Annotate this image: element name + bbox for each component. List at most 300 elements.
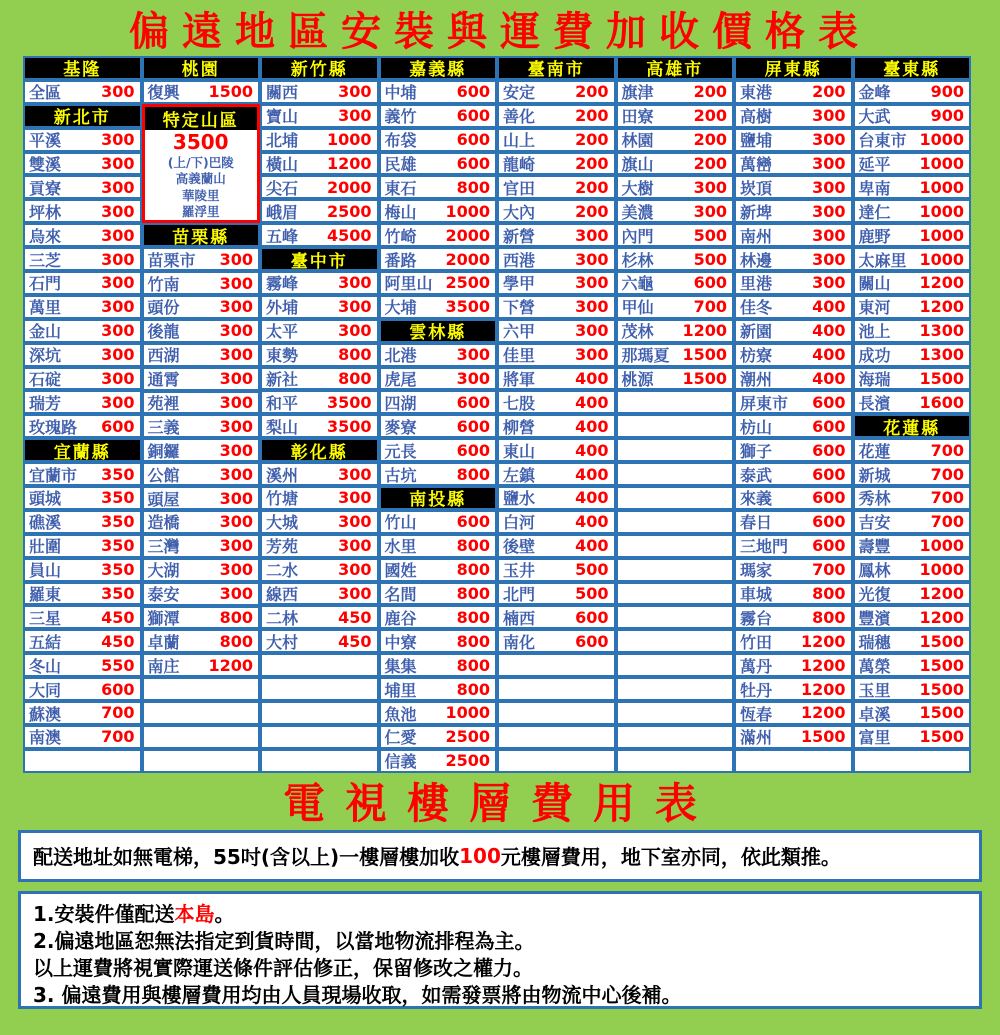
area-row: [616, 199, 735, 223]
area-row: [497, 558, 616, 582]
area-price: 400: [575, 369, 609, 389]
area-price: 350: [101, 488, 135, 508]
area-row: [142, 343, 261, 367]
area-name: 卓溪: [858, 704, 891, 724]
county-column-3: [260, 56, 379, 773]
area-name: 旗津: [621, 83, 654, 103]
special-zone-header: 特定山區: [145, 107, 258, 130]
area-price: 1500: [919, 727, 964, 747]
area-row: [379, 104, 498, 128]
area-name: 太平: [266, 322, 299, 342]
area-name: 光復: [858, 585, 891, 605]
area-row: [23, 80, 142, 104]
area-name: 桃源: [621, 370, 654, 390]
area-row: [142, 438, 261, 462]
area-price: 450: [101, 631, 135, 651]
area-row: [142, 80, 261, 104]
empty-row: [23, 749, 142, 773]
area-name: 竹塘: [266, 489, 299, 509]
area-row: [497, 104, 616, 128]
area-row: [23, 629, 142, 653]
area-row: [734, 175, 853, 199]
area-name: 後龍: [147, 322, 180, 342]
area-name: 新城: [858, 465, 891, 485]
area-name: 泰安: [147, 585, 180, 605]
area-name: 霧峰: [266, 274, 299, 294]
area-price: 2500: [445, 751, 490, 771]
area-price: 3500: [326, 416, 372, 436]
area-price: 1000: [919, 225, 964, 245]
area-name: 深坑: [29, 346, 62, 366]
area-price: 2000: [326, 177, 372, 197]
area-price: 600: [456, 440, 490, 460]
area-price: 300: [101, 177, 135, 197]
area-price: 2000: [445, 225, 490, 245]
area-row: [260, 390, 379, 414]
area-price: 350: [101, 560, 135, 580]
empty-row: [853, 749, 972, 773]
floor-fee-title: 電視樓層費用表: [282, 778, 717, 828]
area-price: 700: [812, 560, 846, 580]
area-price: 600: [575, 631, 609, 651]
area-row: [142, 486, 261, 510]
area-row: [497, 510, 616, 534]
area-row: [260, 367, 379, 391]
area-name: 中埔: [384, 83, 417, 103]
price-table: [23, 56, 971, 773]
area-name: 西湖: [147, 346, 180, 366]
area-price: 300: [101, 297, 135, 317]
area-row: [853, 534, 972, 558]
area-row: [260, 343, 379, 367]
area-row: [853, 629, 972, 653]
area-price: 1200: [919, 273, 964, 293]
county-header: 屏東縣: [734, 56, 853, 80]
area-name: 元長: [384, 441, 417, 461]
empty-row: [616, 534, 735, 558]
area-row: [23, 247, 142, 271]
floor-fee-amount: 100: [459, 843, 501, 868]
area-row: [734, 343, 853, 367]
area-price: 800: [456, 536, 490, 556]
area-name: 佳里: [503, 346, 536, 366]
area-price: 300: [101, 130, 135, 150]
area-name: 甲仙: [621, 298, 654, 318]
area-name: 和平: [266, 393, 299, 413]
area-name: 里港: [740, 274, 773, 294]
area-name: 東港: [740, 83, 773, 103]
area-price: 1300: [919, 321, 964, 341]
area-price: 1300: [919, 345, 964, 365]
area-name: 鹿谷: [384, 608, 417, 628]
area-name: 北門: [503, 585, 536, 605]
area-name: 橫山: [266, 155, 299, 175]
area-row: [734, 80, 853, 104]
special-zone-area-line: 羅浮里: [181, 204, 220, 220]
area-price: 800: [456, 584, 490, 604]
notes-box: [18, 891, 982, 1009]
area-row: [734, 486, 853, 510]
note-line-2: 2.偏遠地區恕無法指定到貨時間，以當地物流排程為主。: [33, 928, 535, 953]
area-row: [379, 558, 498, 582]
area-row: [379, 199, 498, 223]
area-name: 獅潭: [147, 608, 180, 628]
area-name: 南化: [503, 632, 536, 652]
area-name: 牡丹: [740, 680, 773, 700]
area-name: 吉安: [858, 513, 891, 533]
area-price: 2500: [445, 727, 490, 747]
area-row: [853, 128, 972, 152]
area-price: 600: [812, 416, 846, 436]
area-price: 300: [812, 154, 846, 173]
area-name: 官田: [503, 178, 536, 198]
area-row: [734, 510, 853, 534]
area-name: 萬榮: [858, 656, 891, 676]
empty-row: [260, 677, 379, 701]
area-row: [616, 175, 735, 199]
area-price: 200: [575, 177, 609, 197]
area-price: 600: [575, 607, 609, 627]
area-row: [379, 582, 498, 606]
area-row: [734, 295, 853, 319]
area-name: 瑞芳: [29, 393, 62, 413]
area-name: 潮州: [740, 370, 773, 390]
area-name: 崁頂: [740, 178, 773, 198]
area-row: [734, 367, 853, 391]
area-row: [853, 199, 972, 223]
area-row: [734, 629, 853, 653]
area-row: [23, 653, 142, 677]
area-row: [497, 343, 616, 367]
area-price: 600: [812, 392, 846, 412]
area-name: 礁溪: [29, 513, 62, 533]
area-row: [853, 247, 972, 271]
area-price: 1000: [919, 130, 964, 150]
area-price: 350: [101, 536, 135, 556]
area-name: 通霄: [147, 370, 180, 390]
area-name: 鹽埔: [740, 131, 773, 151]
area-price: 300: [219, 440, 253, 460]
area-row: [23, 462, 142, 486]
area-row: [379, 534, 498, 558]
area-row: [379, 510, 498, 534]
area-row: [23, 725, 142, 749]
area-price: 300: [812, 201, 846, 221]
area-row: [734, 414, 853, 438]
county-column-7: [734, 56, 853, 773]
empty-row: [616, 701, 735, 725]
area-row: [853, 510, 972, 534]
area-name: 富里: [858, 728, 891, 748]
area-name: 三義: [147, 417, 180, 437]
area-name: 萬巒: [740, 155, 773, 175]
note-1-highlight: 本島: [174, 901, 215, 926]
area-price: 300: [101, 201, 135, 221]
county-header: 雲林縣: [379, 319, 498, 343]
area-price: 700: [930, 512, 964, 532]
area-price: 300: [338, 560, 372, 580]
special-zone-area-line: (上/下)巴陵: [167, 154, 234, 170]
area-row: [260, 558, 379, 582]
area-row: [853, 558, 972, 582]
area-name: 善化: [503, 107, 536, 127]
area-name: 安定: [503, 83, 536, 103]
area-price: 450: [338, 607, 372, 627]
area-row: [497, 199, 616, 223]
area-price: 1500: [919, 631, 964, 651]
special-zone-price: 3500: [172, 129, 229, 154]
area-price: 300: [219, 488, 253, 508]
area-row: [23, 175, 142, 199]
area-row: [497, 390, 616, 414]
area-price: 500: [575, 584, 609, 604]
empty-row: [497, 677, 616, 701]
note-line-1: [33, 901, 969, 928]
area-row: [734, 534, 853, 558]
area-row: [853, 605, 972, 629]
county-header: 宜蘭縣: [23, 438, 142, 462]
area-row: [23, 271, 142, 295]
area-row: [260, 486, 379, 510]
area-name: 海瑞: [858, 370, 891, 390]
area-price: 300: [219, 369, 253, 389]
area-price: 600: [812, 512, 846, 532]
area-row: [853, 223, 972, 247]
area-row: [734, 223, 853, 247]
area-price: 1500: [208, 82, 253, 102]
area-name: 五峰: [266, 226, 299, 246]
empty-row: [616, 486, 735, 510]
area-row: [23, 152, 142, 176]
area-row: [23, 390, 142, 414]
area-row: [497, 414, 616, 438]
area-row: [379, 462, 498, 486]
area-price: 300: [101, 392, 135, 412]
area-name: 貢寮: [29, 178, 62, 198]
area-row: [23, 701, 142, 725]
area-name: 公館: [147, 465, 180, 485]
area-price: 1200: [800, 679, 846, 699]
area-row: [260, 295, 379, 319]
area-price: 200: [575, 201, 609, 221]
area-name: 鹿野: [858, 226, 891, 246]
empty-row: [142, 725, 261, 749]
area-price: 300: [575, 249, 609, 269]
area-price: 800: [456, 177, 490, 197]
area-price: 200: [693, 106, 727, 126]
area-price: 1200: [800, 631, 846, 651]
area-name: 美濃: [621, 202, 654, 222]
area-price: 900: [930, 82, 964, 102]
area-price: 800: [812, 584, 846, 604]
area-name: 外埔: [266, 298, 299, 318]
empty-row: [260, 653, 379, 677]
area-row: [260, 629, 379, 653]
area-row: [379, 749, 498, 773]
area-row: [23, 534, 142, 558]
area-row: [260, 319, 379, 343]
area-price: 700: [930, 440, 964, 460]
area-price: 550: [101, 655, 135, 675]
area-name: 下營: [503, 298, 536, 318]
area-price: 300: [338, 488, 372, 508]
area-row: [497, 319, 616, 343]
area-name: 旗山: [621, 155, 654, 175]
area-price: 600: [693, 273, 727, 293]
area-name: 南州: [740, 226, 773, 246]
area-name: 坪林: [29, 202, 62, 222]
area-row: [853, 104, 972, 128]
area-row: [23, 319, 142, 343]
area-name: 南澳: [29, 728, 62, 748]
empty-row: [260, 725, 379, 749]
area-price: 300: [456, 369, 490, 389]
area-price: 300: [219, 273, 253, 293]
area-name: 玉里: [858, 680, 891, 700]
area-row: [142, 391, 261, 415]
area-row: [23, 558, 142, 582]
area-price: 600: [456, 416, 490, 436]
area-price: 700: [101, 703, 135, 723]
area-price: 300: [575, 321, 609, 341]
area-price: 300: [812, 225, 846, 245]
area-row: [853, 80, 972, 104]
county-header: 臺南市: [497, 56, 616, 80]
area-name: 虎尾: [384, 370, 417, 390]
area-row: [616, 271, 735, 295]
area-price: 300: [101, 273, 135, 293]
area-row: [260, 152, 379, 176]
area-row: [142, 558, 261, 582]
special-mountain-zone-box: [142, 104, 261, 224]
empty-row: [616, 629, 735, 653]
area-row: [142, 367, 261, 391]
area-row: [497, 486, 616, 510]
area-name: 二林: [266, 608, 299, 628]
area-row: [853, 367, 972, 391]
floor-fee-notice-text-2: 元樓層費用，地下室亦同，依此類推。: [500, 845, 841, 870]
area-row: [616, 152, 735, 176]
area-name: 玉井: [503, 561, 536, 581]
area-price: 300: [101, 249, 135, 269]
area-name: 達仁: [858, 202, 891, 222]
empty-row: [260, 749, 379, 773]
empty-row: [616, 462, 735, 486]
area-row: [379, 653, 498, 677]
empty-row: [142, 749, 261, 773]
area-price: 800: [456, 655, 490, 675]
area-name: 長濱: [858, 393, 891, 413]
county-header: 嘉義縣: [379, 56, 498, 80]
area-row: [734, 390, 853, 414]
special-zone-area-line: 高義蘭山: [175, 171, 226, 187]
area-name: 瑞穗: [858, 632, 891, 652]
area-row: [142, 271, 261, 295]
area-name: 番路: [384, 250, 417, 270]
area-row: [497, 128, 616, 152]
area-name: 新社: [266, 370, 299, 390]
area-name: 那瑪夏: [621, 346, 670, 366]
area-price: 200: [693, 82, 727, 102]
area-price: 1500: [682, 369, 727, 389]
area-name: 芳苑: [266, 537, 299, 557]
area-name: 竹南: [147, 274, 180, 294]
area-price: 200: [693, 154, 727, 173]
area-name: 茂林: [621, 322, 654, 342]
area-price: 400: [575, 512, 609, 532]
area-name: 來義: [740, 489, 773, 509]
area-price: 300: [575, 273, 609, 293]
area-name: 屏東市: [740, 393, 789, 413]
area-name: 萬里: [29, 298, 62, 318]
area-row: [260, 462, 379, 486]
empty-row: [497, 749, 616, 773]
area-name: 線西: [266, 585, 299, 605]
area-row: [497, 152, 616, 176]
area-price: 300: [338, 297, 372, 317]
empty-row: [616, 558, 735, 582]
county-header: 桃園: [142, 56, 261, 80]
area-price: 300: [812, 106, 846, 126]
area-name: 內門: [621, 226, 654, 246]
area-row: [379, 271, 498, 295]
area-name: 金峰: [858, 83, 891, 103]
area-price: 400: [812, 297, 846, 317]
area-price: 800: [456, 560, 490, 580]
area-price: 600: [812, 440, 846, 460]
area-name: 楠西: [503, 608, 536, 628]
area-name: 瑪家: [740, 561, 773, 581]
area-name: 新埤: [740, 202, 773, 222]
area-name: 關山: [858, 274, 891, 294]
area-row: [734, 653, 853, 677]
area-name: 杉林: [621, 250, 654, 270]
area-price: 200: [575, 130, 609, 150]
area-name: 泰武: [740, 465, 773, 485]
area-price: 400: [812, 369, 846, 389]
area-row: [379, 414, 498, 438]
page-title: 偏遠地區安裝與運費加收價格表: [129, 8, 871, 55]
area-row: [379, 701, 498, 725]
area-price: 600: [101, 416, 135, 436]
area-name: 後壁: [503, 537, 536, 557]
area-row: [23, 367, 142, 391]
area-row: [379, 247, 498, 271]
area-row: [497, 247, 616, 271]
area-row: [23, 486, 142, 510]
area-row: [260, 414, 379, 438]
area-row: [853, 271, 972, 295]
area-row: [497, 462, 616, 486]
area-row: [379, 175, 498, 199]
area-name: 頭城: [29, 489, 62, 509]
area-price: 800: [338, 345, 372, 365]
area-name: 東石: [384, 178, 417, 198]
area-row: [23, 128, 142, 152]
area-price: 400: [812, 345, 846, 365]
area-name: 東勢: [266, 346, 299, 366]
area-row: [734, 247, 853, 271]
area-row: [734, 104, 853, 128]
special-zone-areas: [145, 154, 258, 221]
area-name: 羅東: [29, 585, 62, 605]
area-price: 800: [812, 607, 846, 627]
area-price: 300: [219, 345, 253, 365]
area-name: 山上: [503, 131, 536, 151]
area-row: [142, 534, 261, 558]
area-price: 400: [575, 392, 609, 412]
county-column-4: [379, 56, 498, 773]
